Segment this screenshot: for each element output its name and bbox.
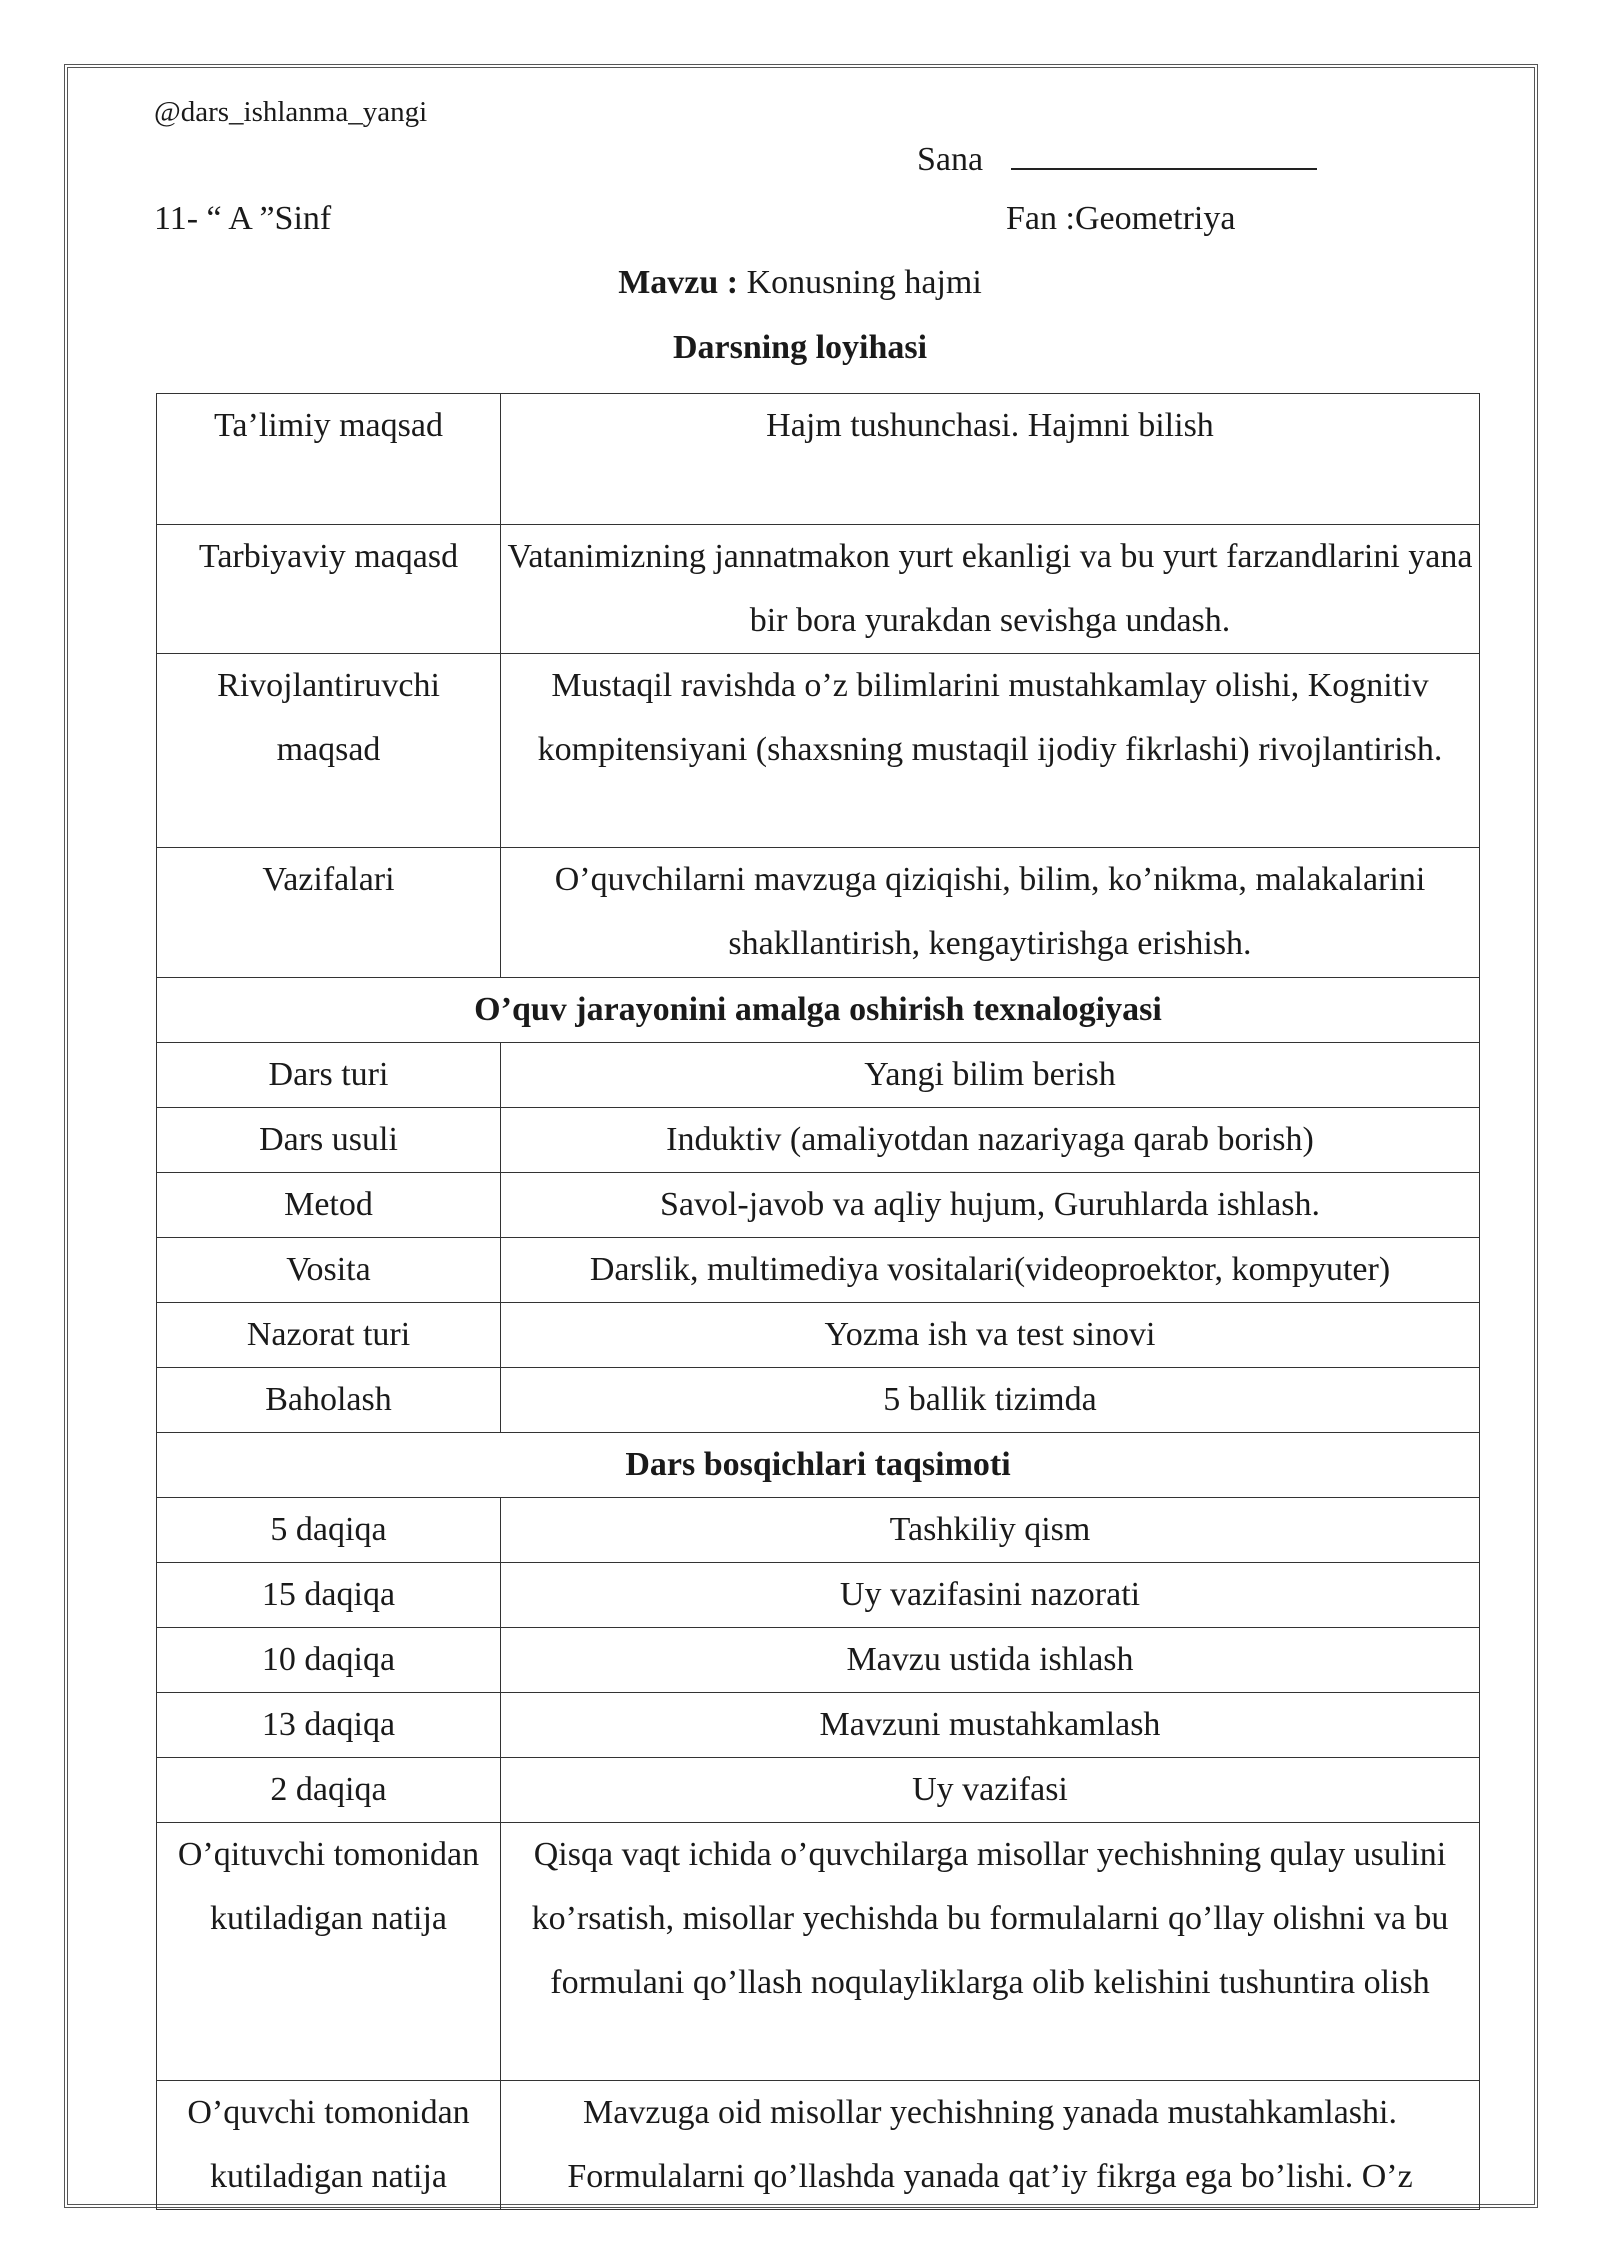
row-value: Mavzuga oid misollar yechishning yanada mustahkamlashi. Formulalarni qo’llashda yanada qat’iy fikrga ega bo’lishi. O’z bbox=[501, 2081, 1480, 2210]
row-label: 5 daqiqa bbox=[157, 1498, 501, 1563]
section-header-row bbox=[157, 1433, 1480, 1498]
row-value: Hajm tushunchasi. Hajmni bilish bbox=[501, 394, 1480, 525]
table-row bbox=[157, 1563, 1480, 1628]
row-value: Yangi bilim berish bbox=[501, 1043, 1480, 1108]
row-value: Mustaqil ravishda o’z bilimlarini mustahkamlay olishi, Kognitiv kompitensiyani (shaxsning mustaqil ijodiy fikrlashi) rivojlantirish. bbox=[501, 654, 1480, 848]
date-blank-line bbox=[1011, 136, 1317, 170]
row-value: Qisqa vaqt ichida o’quvchilarga misollar yechishning qulay usulini ko’rsatish, misollar yechishda bu formulalarni qo’llay olishni va bu formulani qo’llash noqulayliklarga olib kelishini tushuntira olish bbox=[501, 1823, 1480, 2081]
row-value: Tashkiliy qism bbox=[501, 1498, 1480, 1563]
table-row bbox=[157, 525, 1480, 654]
table-row bbox=[157, 1498, 1480, 1563]
table-row bbox=[157, 394, 1480, 525]
row-value: 5 ballik tizimda bbox=[501, 1368, 1480, 1433]
row-label: 2 daqiqa bbox=[157, 1758, 501, 1823]
row-value: O’quvchilarni mavzuga qiziqishi, bilim, ko’nikma, malakalarini shakllantirish, kengaytirishga erishish. bbox=[501, 848, 1480, 978]
row-label: Nazorat turi bbox=[157, 1303, 501, 1368]
table-row bbox=[157, 848, 1480, 978]
table-row bbox=[157, 1628, 1480, 1693]
row-label: O’quvchi tomonidan kutiladigan natija bbox=[157, 2081, 501, 2210]
row-label: Metod bbox=[157, 1173, 501, 1238]
row-label: Dars turi bbox=[157, 1043, 501, 1108]
table-row bbox=[157, 2081, 1480, 2210]
plan-title: Darsning loyihasi bbox=[672, 329, 928, 366]
row-label: O’qituvchi tomonidan kutiladigan natija bbox=[157, 1823, 501, 2081]
table-row bbox=[157, 1823, 1480, 2081]
row-label: Vosita bbox=[157, 1238, 501, 1303]
date-field bbox=[917, 136, 1317, 179]
row-value: Mavzu ustida ishlash bbox=[501, 1628, 1480, 1693]
row-value: Uy vazifasi bbox=[501, 1758, 1480, 1823]
table-row bbox=[157, 1303, 1480, 1368]
table-row bbox=[157, 1173, 1480, 1238]
topic-value: Konusning hajmi bbox=[738, 264, 982, 301]
row-label: Vazifalari bbox=[157, 848, 501, 978]
row-label: Dars usuli bbox=[157, 1108, 501, 1173]
topic-line bbox=[0, 264, 1600, 302]
channel-handle: @dars_ishlanma_yangi bbox=[154, 96, 428, 128]
row-value: Induktiv (amaliyotdan nazariyaga qarab borish) bbox=[501, 1108, 1480, 1173]
row-value: Mavzuni mustahkamlash bbox=[501, 1693, 1480, 1758]
row-label: 10 daqiqa bbox=[157, 1628, 501, 1693]
table-row bbox=[157, 1043, 1480, 1108]
row-value: Vatanimizning jannatmakon yurt ekanligi va bu yurt farzandlarini yana bir bora yurakdan sevishga undash. bbox=[501, 525, 1480, 654]
section-title: O’quv jarayonini amalga oshirish texnalogiyasi bbox=[157, 978, 1480, 1043]
row-value: Darslik, multimediya vositalari(videoproektor, kompyuter) bbox=[501, 1238, 1480, 1303]
section-header-row bbox=[157, 978, 1480, 1043]
table-row bbox=[157, 1368, 1480, 1433]
lesson-plan-table bbox=[156, 393, 1480, 2210]
table-row bbox=[157, 1693, 1480, 1758]
row-label: Baholash bbox=[157, 1368, 501, 1433]
date-label: Sana bbox=[917, 141, 984, 178]
row-label: 15 daqiqa bbox=[157, 1563, 501, 1628]
topic-label: Mavzu : bbox=[618, 264, 739, 301]
table-row bbox=[157, 1108, 1480, 1173]
row-label: 13 daqiqa bbox=[157, 1693, 501, 1758]
row-value: Yozma ish va test sinovi bbox=[501, 1303, 1480, 1368]
table-row bbox=[157, 654, 1480, 848]
table-row bbox=[157, 1238, 1480, 1303]
row-value: Savol-javob va aqliy hujum, Guruhlarda ishlash. bbox=[501, 1173, 1480, 1238]
row-label: Rivojlantiruvchi maqsad bbox=[157, 654, 501, 848]
table-row bbox=[157, 1758, 1480, 1823]
row-label: Ta’limiy maqsad bbox=[157, 394, 501, 525]
section-title: Dars bosqichlari taqsimoti bbox=[157, 1433, 1480, 1498]
row-label: Tarbiyaviy maqasd bbox=[157, 525, 501, 654]
subject-label: Fan :Geometriya bbox=[1006, 200, 1236, 237]
row-value: Uy vazifasini nazorati bbox=[501, 1563, 1480, 1628]
class-label: 11- “ A ”Sinf bbox=[154, 200, 332, 237]
